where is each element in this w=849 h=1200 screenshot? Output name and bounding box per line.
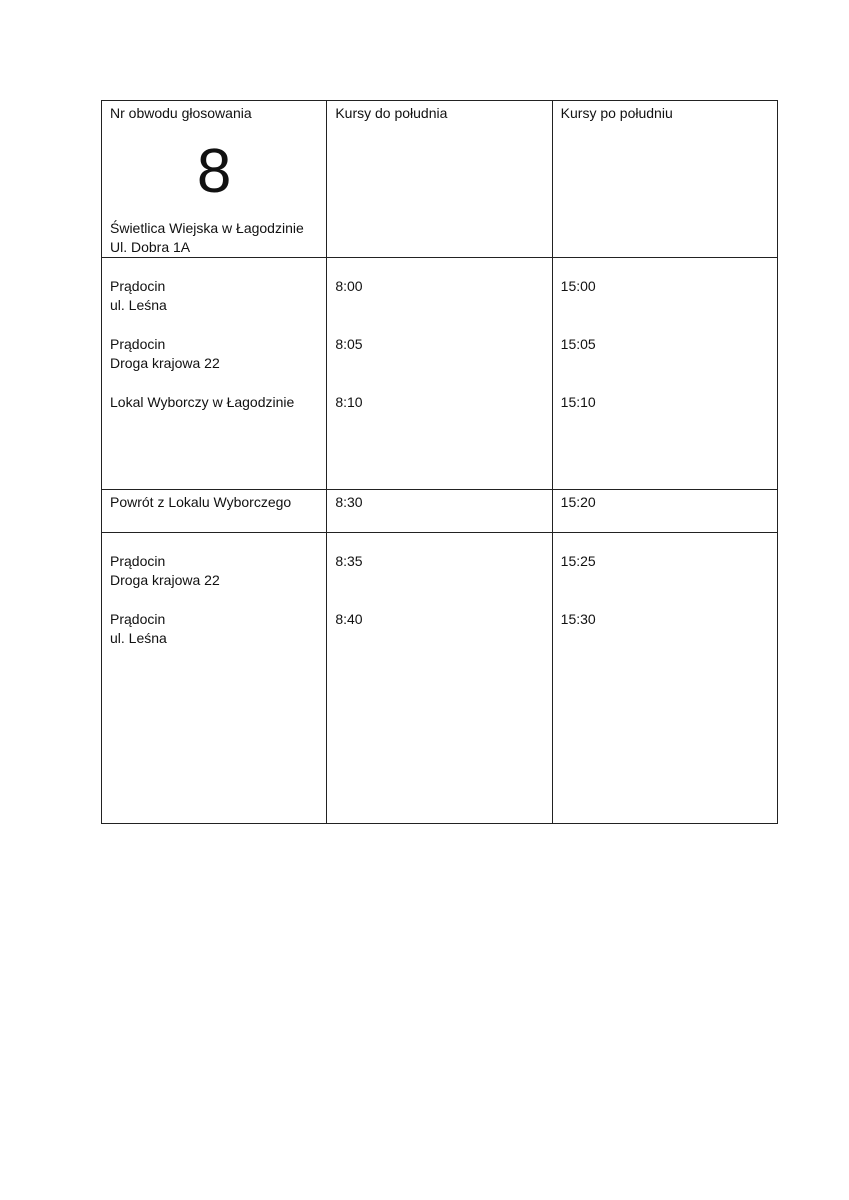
time-value: 15:25 [560, 553, 596, 569]
location-address: Ul. Dobra 1A [110, 239, 191, 255]
return-morning-cell [327, 490, 552, 533]
time-item [561, 610, 769, 648]
time-item [335, 335, 543, 373]
time-value: 15:20 [560, 494, 596, 510]
time-item [335, 610, 543, 648]
stop-name: Prądocin [110, 336, 166, 352]
time-value: 15:05 [560, 336, 596, 352]
stop-detail: Droga krajowa 22 [110, 355, 220, 371]
district-cell [102, 101, 327, 258]
morning-header: Kursy do południa [335, 105, 448, 121]
outbound-morning-cell [327, 258, 552, 490]
stop-item [110, 393, 318, 431]
bus-schedule-table [101, 100, 778, 824]
time-item [335, 552, 543, 590]
morning-header-cell [327, 101, 552, 258]
return-label: Powrót z Lokalu Wyborczego [110, 494, 292, 510]
inbound-row [102, 533, 778, 824]
stop-detail: ul. Leśna [110, 630, 167, 646]
outbound-row [102, 258, 778, 490]
time-item [561, 552, 769, 590]
time-value: 8:30 [335, 494, 363, 510]
time-item [561, 277, 769, 315]
return-row [102, 490, 778, 533]
time-item [335, 277, 543, 315]
afternoon-header: Kursy po południu [560, 105, 673, 121]
header-row [102, 101, 778, 258]
stop-name: Prądocin [110, 278, 166, 294]
outbound-afternoon-cell [552, 258, 777, 490]
stop-item [110, 335, 318, 373]
stop-detail: ul. Leśna [110, 297, 167, 313]
time-value: 8:35 [335, 553, 363, 569]
outbound-stops-cell [102, 258, 327, 490]
time-value: 8:05 [335, 336, 363, 352]
time-value: 8:10 [335, 394, 363, 410]
return-afternoon-cell [552, 490, 777, 533]
time-item [335, 393, 543, 431]
time-value: 8:00 [335, 278, 363, 294]
location-name: Świetlica Wiejska w Łagodzinie [110, 220, 304, 236]
stop-item [110, 552, 318, 590]
time-value: 15:00 [560, 278, 596, 294]
time-item [561, 335, 769, 373]
inbound-morning-cell [327, 533, 552, 824]
inbound-stops-cell [102, 533, 327, 824]
stop-name: Prądocin [110, 553, 166, 569]
stop-item [110, 610, 318, 648]
stop-name: Lokal Wyborczy w Łagodzinie [110, 394, 295, 410]
stop-detail: Droga krajowa 22 [110, 572, 220, 588]
stop-item [110, 277, 318, 315]
stop-name: Prądocin [110, 611, 166, 627]
time-value: 15:10 [560, 394, 596, 410]
time-item [561, 393, 769, 431]
time-value: 15:30 [560, 611, 596, 627]
afternoon-header-cell [552, 101, 777, 258]
district-label: Nr obwodu głosowania [110, 105, 252, 121]
time-value: 8:40 [335, 611, 363, 627]
return-label-cell [102, 490, 327, 533]
district-number: 8 [196, 137, 232, 206]
inbound-afternoon-cell [552, 533, 777, 824]
